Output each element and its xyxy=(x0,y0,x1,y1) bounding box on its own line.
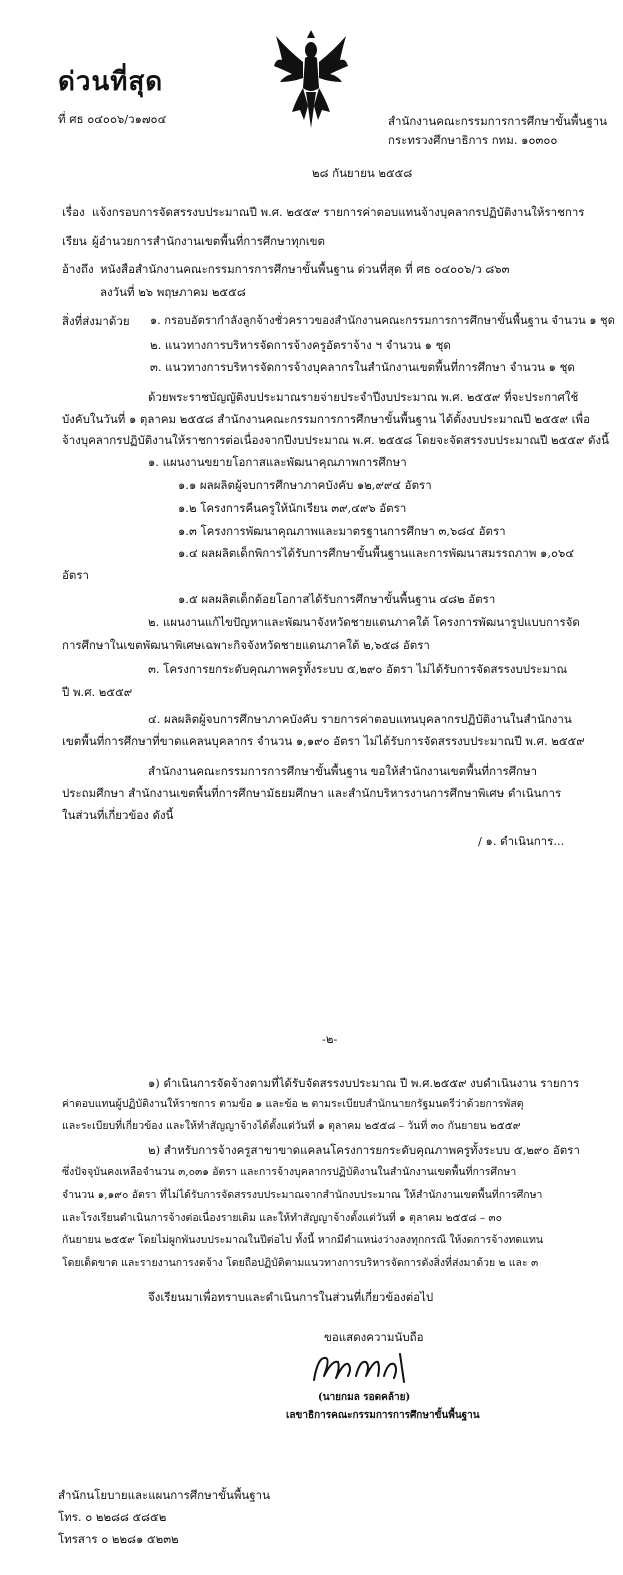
p2-item-2-line-2: ซึ่งปัจจุบันคงเหลือจำนวน ๓,๐๓๑ อัตรา และการจ้างบุคลากรปฏิบัติงานในสำนักงานเขตพื้นที่การศึกษา xyxy=(62,1166,517,1178)
p2-item-1-line-1: ๑) ดำเนินการจัดจ้างตามที่ได้รับจัดสรรงบประมาณ ปี พ.ศ.๒๕๕๙ งบดำเนินงาน รายการ xyxy=(148,1076,580,1090)
regards-text: ขอแสดงความนับถือ xyxy=(324,1330,424,1344)
enclosure-1: ๑. กรอบอัตรากำลังลูกจ้างชั่วคราวของสำนักงานคณะกรรมการการศึกษาขั้นพื้นฐาน จำนวน ๑ ชุด xyxy=(150,314,615,327)
reference-line-2: ลงวันที่ ๒๖ พฤษภาคม ๒๕๕๘ xyxy=(100,285,246,299)
page-number: -๒- xyxy=(322,1032,338,1046)
paragraph-1-line-1: ด้วยพระราชบัญญัติงบประมาณรายจ่ายประจำปีงบประมาณ พ.ศ. ๒๕๕๙ ที่จะประกาศใช้ xyxy=(148,390,579,404)
contact-fax: โทรสาร ๐ ๒๒๘๑ ๕๒๓๒ xyxy=(58,1532,179,1546)
item-1-1: ๑.๑ ผลผลิตผู้จบการศึกษาภาคบังคับ ๑๒,๙๙๔ อัตรา xyxy=(178,478,432,492)
recipient-text: ผู้อำนวยการสำนักงานเขตพื้นที่การศึกษาทุกเขต xyxy=(92,234,325,248)
signer-title: เลขาธิการคณะกรรมการการศึกษาขั้นพื้นฐาน xyxy=(286,1410,480,1421)
p2-item-1-line-2: ค่าตอบแทนผู้ปฏิบัติงานให้ราชการ ตามข้อ ๑ และข้อ ๒ ตามระเบียบสำนักนายกรัฐมนตรีว่าด้วยการพัสดุ xyxy=(62,1098,524,1110)
item-2-line-2: การศึกษาในเขตพัฒนาพิเศษเฉพาะกิจจังหวัดชายแดนภาคใต้ ๒,๖๕๘ อัตรา xyxy=(62,638,430,652)
handwritten-signature xyxy=(308,1346,418,1388)
subject-text: แจ้งกรอบการจัดสรรงบประมาณปี พ.ศ. ๒๕๕๙ รายการค่าตอบแทนจ้างบุคลากรปฏิบัติงานให้ราชการ xyxy=(92,205,585,219)
paragraph-2-line-1: สำนักงานคณะกรรมการการศึกษาขั้นพื้นฐาน ขอให้สำนักงานเขตพื้นที่การศึกษา xyxy=(148,764,538,778)
p2-item-2-line-1: ๒) สำหรับการจ้างครูสาขาขาดแคลนโครงการยกระดับคุณภาพครูทั้งระบบ ๕,๒๙๐ อัตรา xyxy=(148,1143,580,1157)
garuda-emblem-icon xyxy=(272,30,350,130)
item-1: ๑. แผนงานขยายโอกาสและพัฒนาคุณภาพการศึกษา xyxy=(148,455,407,469)
item-1-5: ๑.๕ ผลผลิตเด็กด้อยโอกาสได้รับการศึกษาขั้นพื้นฐาน ๔๘๒ อัตรา xyxy=(178,592,496,606)
item-4-line-1: ๔. ผลผลิตผู้จบการศึกษาภาคบังคับ รายการค่าตอบแทนบุคลากรปฏิบัติงานในสำนักงาน xyxy=(148,712,572,726)
closing-text: จึงเรียนมาเพื่อทราบและดำเนินการในส่วนที่เกี่ยวข้องต่อไป xyxy=(148,1290,434,1304)
item-1-4-line-2: อัตรา xyxy=(62,568,90,582)
continuation-marker: / ๑. ดำเนินการ... xyxy=(478,834,565,848)
signer-name: (นายกมล รอดคล้าย) xyxy=(318,1392,411,1403)
document-number: ที่ ศธ ๐๔๐๐๖/ว๑๗๐๔ xyxy=(58,112,167,126)
p2-item-2-line-6: โดยเด็ดขาด และรายงานการงดจ้าง โดยถือปฏิบัติตามแนวทางการบริหารจัดการดังสิ่งที่ส่งมาด้วย ๒ และ ๓ xyxy=(62,1257,539,1269)
contact-office: สำนักนโยบายและแผนการศึกษาขั้นพื้นฐาน xyxy=(58,1488,270,1502)
paragraph-1-line-2: บังคับในวันที่ ๑ ตุลาคม ๒๕๕๘ สำนักงานคณะกรรมการการศึกษาขั้นพื้นฐาน ได้ตั้งงบประมาณปี ๒๕๕๙ เพื่อ xyxy=(62,412,591,426)
paragraph-1-line-3: จ้างบุคลากรปฏิบัติงานให้ราชการต่อเนื่องจากปีงบประมาณ พ.ศ. ๒๕๕๘ โดยจะจัดสรรงบประมาณปี ๒๕๕๙ ดังนี้ xyxy=(62,433,609,447)
p2-item-2-line-5: กันยายน ๒๕๕๙ โดยไม่ผูกพันงบประมาณในปีต่อไป ทั้งนี้ หากมีตำแหน่งว่างลงทุกกรณี ให้งดการจ้างทดแทน xyxy=(62,1234,544,1246)
urgency-label: ด่วนที่สุด xyxy=(58,67,164,97)
paragraph-2-line-3: ในส่วนที่เกี่ยวข้อง ดังนี้ xyxy=(62,808,174,822)
recipient-label: เรียน xyxy=(62,234,87,248)
issuer-line-1: สำนักงานคณะกรรมการการศึกษาขั้นพื้นฐาน xyxy=(388,114,607,128)
issuer-line-2: กระทรวงศึกษาธิการ กทม. ๑๐๓๐๐ xyxy=(388,133,558,147)
item-1-3: ๑.๓ โครงการพัฒนาคุณภาพและมาตรฐานการศึกษา ๓,๖๘๔ อัตรา xyxy=(178,524,506,538)
item-3-line-1: ๓. โครงการยกระดับคุณภาพครูทั้งระบบ ๕,๒๙๐ อัตรา ไม่ได้รับการจัดสรรงบประมาณ xyxy=(148,662,568,676)
item-3-line-2: ปี พ.ศ. ๒๕๕๙ xyxy=(62,685,133,699)
enclosure-label: สิ่งที่ส่งมาด้วย xyxy=(62,314,130,328)
item-1-4-line-1: ๑.๔ ผลผลิตเด็กพิการได้รับการศึกษาขั้นพื้นฐานและการพัฒนาสมรรถภาพ ๑,๐๖๔ xyxy=(178,546,575,560)
subject-label: เรื่อง xyxy=(62,205,85,219)
item-2-line-1: ๒. แผนงานแก้ไขปัญหาและพัฒนาจังหวัดชายแดนภาคใต้ โครงการพัฒนารูปแบบการจัด xyxy=(148,615,580,629)
paragraph-2-line-2: ประถมศึกษา สำนักงานเขตพื้นที่การศึกษามัธยมศึกษา และสำนักบริหารงานการศึกษาพิเศษ ดำเนินการ xyxy=(62,786,562,800)
reference-label: อ้างถึง xyxy=(62,262,94,276)
enclosure-3: ๓. แนวทางการบริหารจัดการจ้างบุคลากรในสำนักงานเขตพื้นที่การศึกษา จำนวน ๑ ชุด xyxy=(150,360,575,374)
p2-item-2-line-3: จำนวน ๑,๑๙๐ อัตรา ที่ไม่ได้รับการจัดสรรงบประมาณจากสำนักงบประมาณ ให้สำนักงานเขตพื้นที่การศึกษา xyxy=(62,1189,543,1201)
contact-phone: โทร. ๐ ๒๒๘๘ ๕๘๕๒ xyxy=(58,1510,167,1524)
item-1-2: ๑.๒ โครงการคืนครูให้นักเรียน ๓๙,๔๙๖ อัตรา xyxy=(178,501,407,515)
document-date: ๒๘ กันยายน ๒๕๕๘ xyxy=(312,166,413,180)
enclosure-2: ๒. แนวทางการบริหารจัดการจ้างครูอัตราจ้าง ฯ จำนวน ๑ ชุด xyxy=(150,338,451,352)
reference-line-1: หนังสือสำนักงานคณะกรรมการการศึกษาขั้นพื้นฐาน ด่วนที่สุด ที่ ศธ ๐๔๐๐๖/ว ๘๖๓ xyxy=(100,262,510,276)
p2-item-1-line-3: และระเบียบที่เกี่ยวข้อง และให้ทำสัญญาจ้างได้ตั้งแต่วันที่ ๑ ตุลาคม ๒๕๕๘ – วันที่ ๓๐ กันยายน ๒๕๕๙ xyxy=(62,1120,521,1132)
item-4-line-2: เขตพื้นที่การศึกษาที่ขาดแคลนบุคลากร จำนวน ๑,๑๙๐ อัตรา ไม่ได้รับการจัดสรรงบประมาณปี พ.ศ. ๒๕๕๙ xyxy=(62,734,585,748)
p2-item-2-line-4: และโรงเรียนดำเนินการจ้างต่อเนื่องรายเดิม และให้ทำสัญญาจ้างตั้งแต่วันที่ ๑ ตุลาคม ๒๕๕๘ – ๓๐ xyxy=(62,1212,503,1224)
